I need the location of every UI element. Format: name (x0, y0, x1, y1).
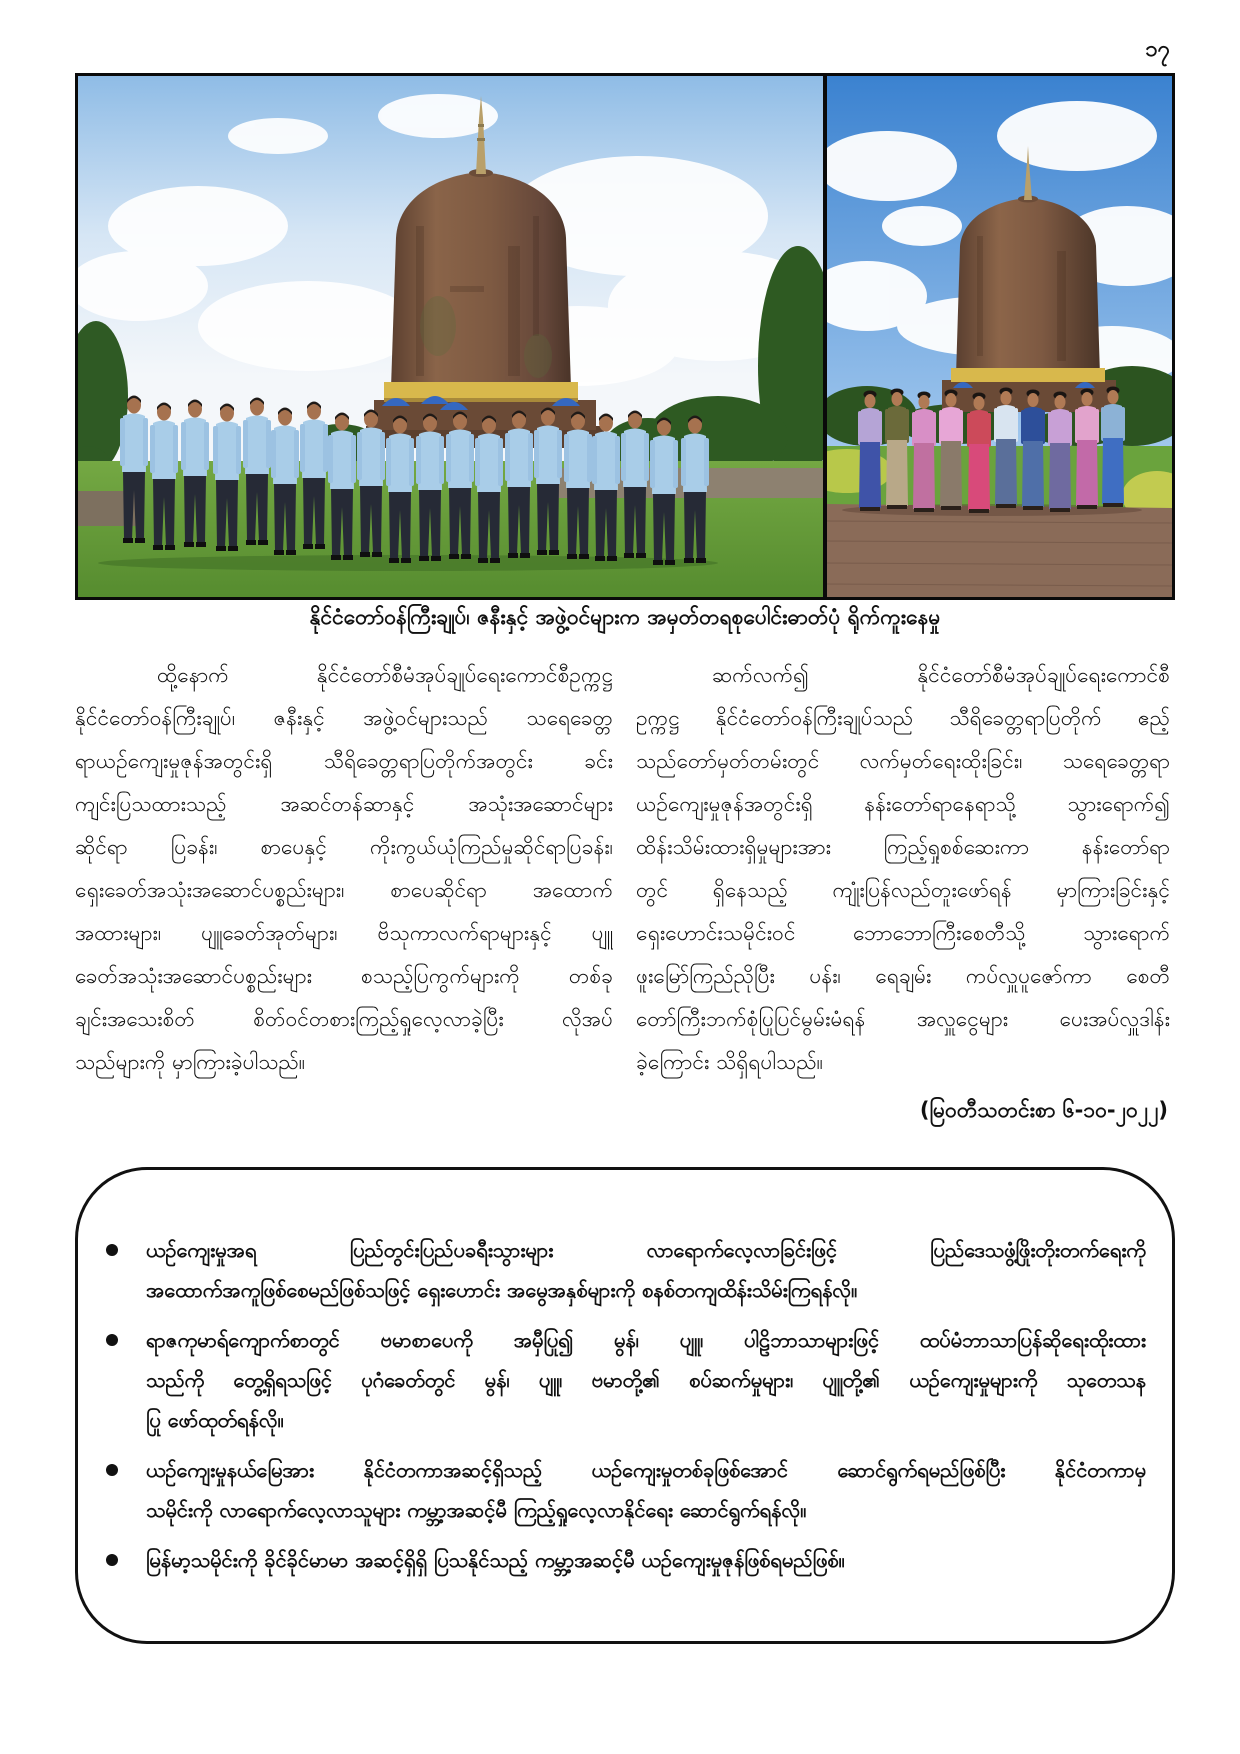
article-line: ဆိုင်ရာ ပြခန်း၊ စာပေနှင့် ကိုးကွယ်ယုံကြည်မှုဆိုင်ရာပြခန်း၊ (75, 835, 613, 859)
highlight-line: သည်ကို တွေ့ရှိရသဖြင့် ပုဂံခေတ်တွင် မွန်၊ ပျူ၊ ဗမာတို့၏ စပ်ဆက်မှုများ၊ ပျူတို့၏ ယဉ်ကျေးမှုများကို သုတေသန (146, 1368, 1146, 1392)
bullet-icon (106, 1464, 118, 1476)
highlight-item (100, 1320, 1146, 1440)
article-line: ဖူးမြော်ကြည်ညိုပြီး ပန်း၊ ရေချမ်း ကပ်လှူပူဇော်ကာ စေတီ (636, 964, 1170, 988)
article-line: ကျင်းပြသထားသည့် အဆင်တန်ဆာနှင့် အသုံးအဆောင်များ (75, 792, 613, 816)
highlight-line: ရာဇကုမာရ်ကျောက်စာတွင် ဗမာစာပေကို အမှီပြု၍ မွန်၊ ပျူ၊ ပါဠိဘာသာများဖြင့် ထပ်မံဘာသာပြန်ဆိုရေးထိုးထား (146, 1328, 1146, 1352)
article-line: ထိန်းသိမ်းထားရှိမှုများအား ကြည့်ရှုစစ်ဆေးကာ နန်းတော်ရာ (636, 835, 1170, 859)
highlight-item (100, 1450, 1146, 1530)
highlight-line: ယဉ်ကျေးမှုနယ်မြေအား နိုင်ငံတကာအဆင့်ရှိသည့် ယဉ်ကျေးမှုတစ်ခုဖြစ်အောင် ဆောင်ရွက်ရမည်ဖြစ်ပြီး နိုင်ငံတကာမှ (146, 1458, 1146, 1482)
article-line: ခဲ့ကြောင်း သိရှိရပါသည်။ (636, 1050, 823, 1074)
highlight-line: ပြု ဖော်ထုတ်ရန်လို။ (146, 1408, 284, 1432)
article-right-column (636, 654, 1170, 1084)
article-line: ရာယဉ်ကျေးမှုဇုန်အတွင်းရှိ သီရိခေတ္တရာပြတိုက်အတွင်း ခင်း (75, 749, 613, 773)
photo-stupa-delegation (78, 76, 823, 597)
article-line: ရှေးခေတ်အသုံးအဆောင်ပစ္စည်းများ၊ စာပေဆိုင်ရာ အထောက် (75, 878, 613, 902)
article-line: သည်များကို မှာကြားခဲ့ပါသည်။ (75, 1050, 306, 1074)
article-line: ရှေးဟောင်းသမိုင်းဝင် ဘောဘောကြီးစေတီသို့ သွားရောက် (636, 921, 1170, 945)
bullet-icon (106, 1244, 118, 1256)
highlight-line: သမိုင်းကို လာရောက်လေ့လာသူများ ကမ္ဘာ့အဆင့်မီ ကြည့်ရှုလေ့လာနိုင်ရေး ဆောင်ရွက်ရန်လို။ (146, 1498, 807, 1522)
bullet-icon (106, 1334, 118, 1346)
highlight-line: ယဉ်ကျေးမှုအရ ပြည်တွင်းပြည်ပခရီးသွားများ လာရောက်လေ့လာခြင်းဖြင့် ပြည်ဒေသဖွံ့ဖြိုးတိုးတက်ရေးကို (146, 1238, 1146, 1262)
article-line: ချင်းအသေးစိတ် စိတ်ဝင်တစားကြည့်ရှုလေ့လာခဲ့ပြီး လိုအပ် (75, 1007, 613, 1031)
article-line: ယဉ်ကျေးမှုဇုန်အတွင်းရှိ နန်းတော်ရာနေရာသို့ သွားရောက်၍ (636, 792, 1170, 816)
highlight-item (100, 1540, 1146, 1580)
article-line: ဆက်လက်၍ နိုင်ငံတော်စီမံအုပ်ချုပ်ရေးကောင်စီ (712, 663, 1170, 687)
article-left-column (75, 654, 613, 1084)
article-source: (မြဝတီသတင်းစာ ၆-၁၀-၂၀၂၂) (919, 1098, 1168, 1122)
article-line: တော်ကြီးဘက်စုံပြုပြင်မွမ်းမံရန် အလှူငွေများ ပေးအပ်လှူဒါန်း (636, 1007, 1170, 1031)
highlight-line: အထောက်အကူဖြစ်စေမည်ဖြစ်သဖြင့် ရှေးဟောင်း အမွေအနှစ်များကို စနစ်တကျထိန်းသိမ်းကြရန်လို။ (146, 1278, 858, 1302)
article-line: သည်တော်မှတ်တမ်းတွင် လက်မှတ်ရေးထိုးခြင်း၊ သရေခေတ္တရာ (636, 749, 1170, 773)
page-number: ၁၇ (1145, 37, 1170, 62)
photo-stupa-women-group (827, 76, 1172, 597)
highlight-line: မြန်မာ့သမိုင်းကို ခိုင်ခိုင်မာမာ အဆင့်ရှိရှိ ပြသနိုင်သည့် ကမ္ဘာ့အဆင့်မီ ယဉ်ကျေးမှုဇုန်ဖြစ်ရမည်ဖြစ်။ (146, 1548, 845, 1572)
photo-frame (75, 73, 1175, 600)
highlights-list (100, 1230, 1146, 1590)
article-line: နိုင်ငံတော်ဝန်ကြီးချုပ်၊ ဇနီးနှင့် အဖွဲ့ဝင်များသည် သရေခေတ္တ (75, 706, 613, 730)
highlight-item (100, 1230, 1146, 1310)
bullet-icon (106, 1554, 118, 1566)
article-line: တွင် ရှိနေသည့် ကျုံးပြန်လည်တူးဖော်ရန် မှာကြားခြင်းနှင့် (636, 878, 1170, 902)
article-line: အထားများ၊ ပျူခေတ်အုတ်များ၊ ဗိသုကာလက်ရာများနှင့် ပျူ (75, 921, 613, 945)
photo-caption: နိုင်ငံတော်ဝန်ကြီးချုပ်၊ ဇနီးနှင့် အဖွဲ့ဝင်များက အမှတ်တရစုပေါင်းဓာတ်ပုံ ရိုက်ကူးနေမှု (309, 605, 941, 629)
article-line: ဥက္ကဋ္ဌ နိုင်ငံတော်ဝန်ကြီးချုပ်သည် သီရိခေတ္တရာပြတိုက် ဧည့် (636, 706, 1170, 730)
article-line: ခေတ်အသုံးအဆောင်ပစ္စည်းများ စသည့်ပြကွက်များကို တစ်ခု (75, 964, 613, 988)
article-line: ထို့နောက် နိုင်ငံတော်စီမံအုပ်ချုပ်ရေးကောင်စီဥက္ကဋ္ဌ (157, 663, 613, 687)
